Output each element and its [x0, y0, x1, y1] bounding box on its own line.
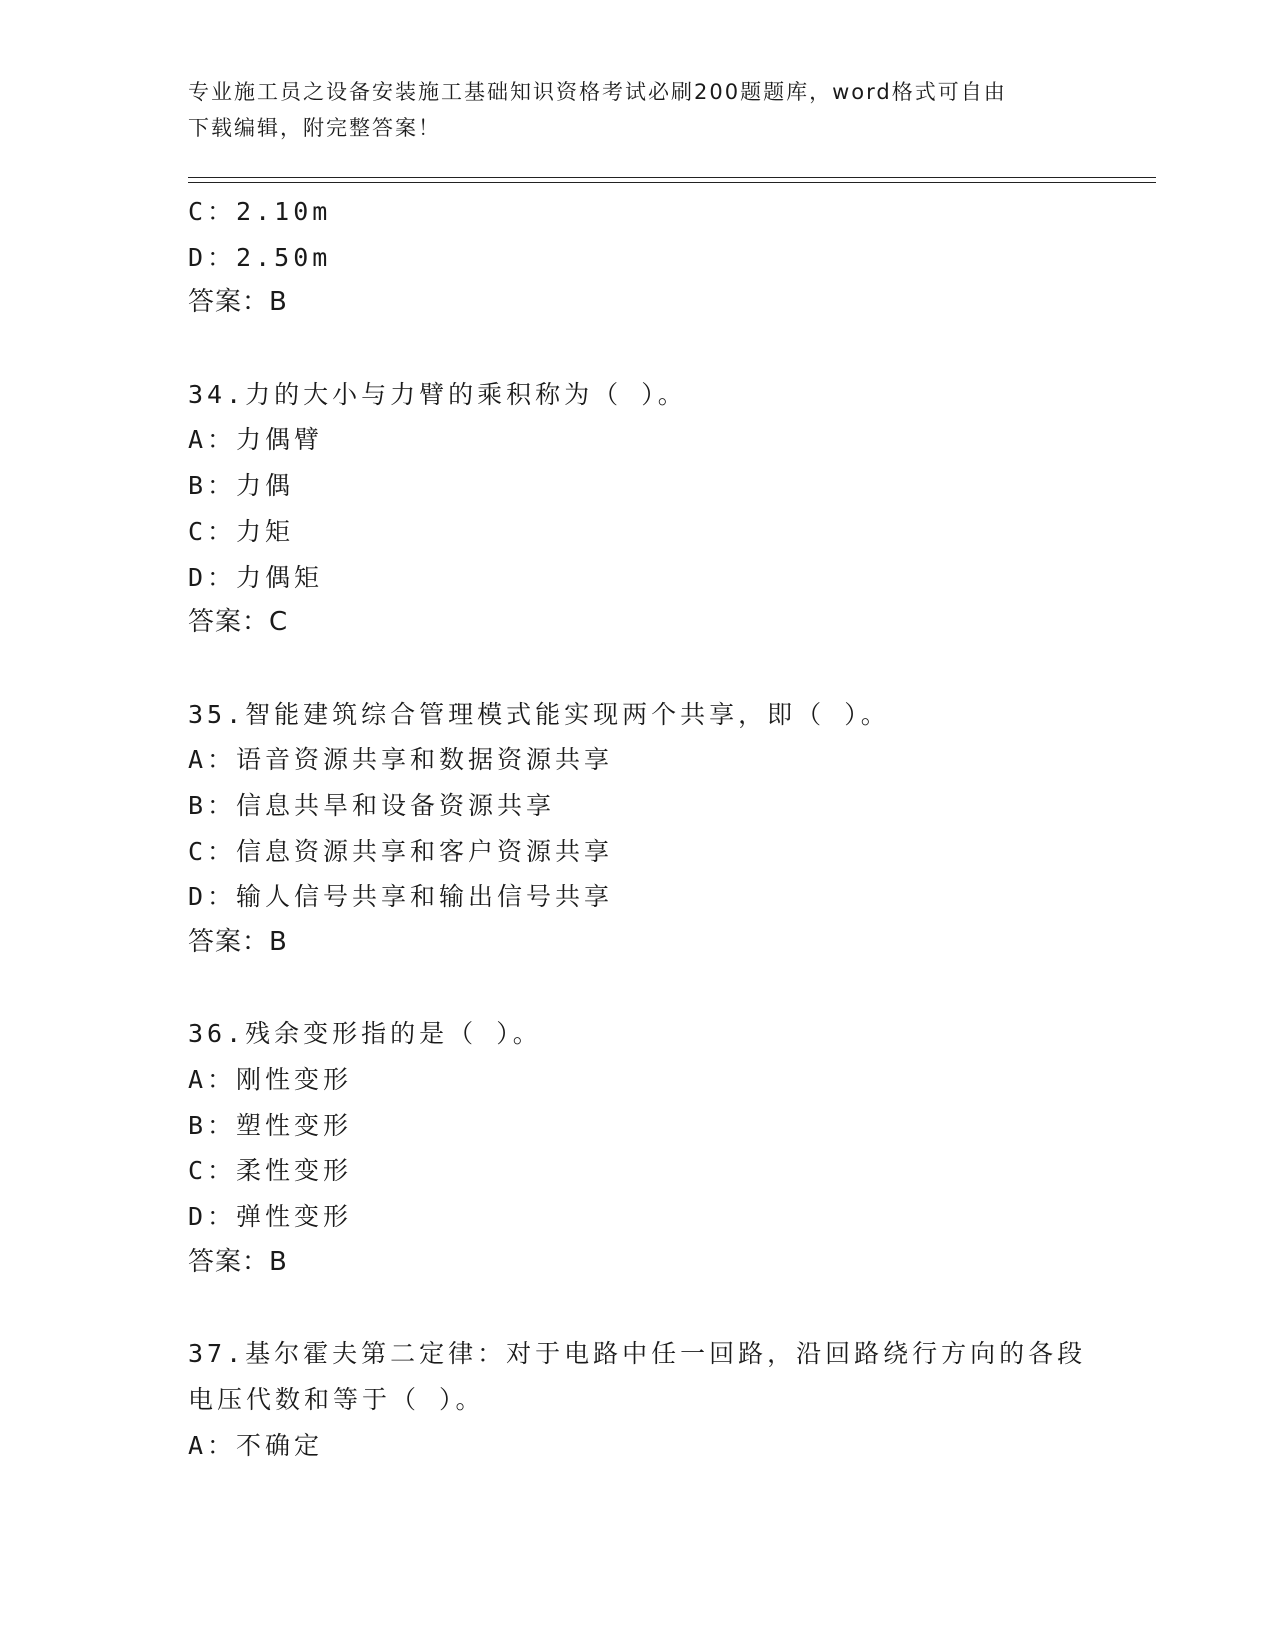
answer-line: 答案：C: [188, 607, 289, 638]
header-divider-top: [188, 177, 1156, 178]
answer-line: 答案：B: [188, 1246, 288, 1277]
option-a: A：刚性变形: [188, 1065, 353, 1095]
header-line-1: 专业施工员之设备安装施工基础知识资格考试必刷200题题库，word格式可自由: [188, 80, 1007, 104]
option-b: B：信息共旱和设备资源共享: [188, 790, 556, 820]
option-a: A：不确定: [188, 1430, 324, 1460]
option-b: B：塑性变形: [188, 1110, 353, 1140]
option-a: A：力偶臂: [188, 425, 324, 455]
question-block-36: [188, 1011, 1088, 1285]
answer-line: 答案：B: [188, 287, 288, 318]
option-a: A：语音资源共享和数据资源共享: [188, 745, 614, 775]
option-c: C：力矩: [188, 516, 295, 546]
document-header: [188, 74, 1068, 146]
question-stem-line-1: 37.基尔霍夫第二定律：对于电路中任一回路，沿回路绕行方向的各段: [188, 1339, 1087, 1369]
spacer: [188, 326, 1088, 372]
option-d: D：弹性变形: [188, 1202, 353, 1232]
option-c: C：柔性变形: [188, 1156, 353, 1186]
question-stem: 34.力的大小与力臂的乘积称为（ ）。: [188, 379, 687, 409]
spacer: [188, 966, 1088, 1012]
question-block-33: [188, 189, 1088, 326]
option-d: D：输人信号共享和输出信号共享: [188, 882, 614, 912]
answer-line: 答案：B: [188, 927, 288, 957]
question-block-37: [188, 1331, 1088, 1468]
spacer: [188, 646, 1088, 692]
header-divider-bottom: [188, 182, 1156, 183]
question-block-34: [188, 372, 1088, 646]
option-d: D：2.50m: [188, 242, 332, 272]
option-d: D：力偶矩: [188, 562, 324, 592]
spacer: [188, 1286, 1088, 1332]
question-stem: 35.智能建筑综合管理模式能实现两个共享，即（ ）。: [188, 699, 890, 729]
question-stem: 36.残余变形指的是（ ）。: [188, 1019, 542, 1049]
document-body: [188, 189, 1088, 1468]
option-c: C：2.10m: [188, 197, 332, 226]
option-c: C：信息资源共享和客户资源共享: [188, 836, 614, 866]
question-block-35: [188, 692, 1088, 966]
option-b: B：力偶: [188, 471, 295, 501]
header-line-2: 下载编辑，附完整答案！: [188, 116, 441, 140]
question-stem-line-2: 电压代数和等于（ ）。: [188, 1384, 485, 1414]
